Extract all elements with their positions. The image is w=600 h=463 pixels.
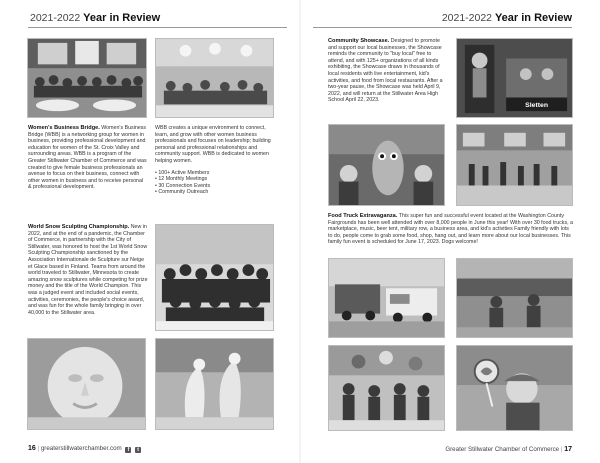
left-page xyxy=(0,0,299,463)
left-page-header xyxy=(30,12,160,24)
photo-kids-balloons xyxy=(328,345,445,431)
community-showcase-body: Designed to promote and support our local businesses, the Showcase reminds the community to "buy local" free to attend, and with 125+ organizations of all kinds exhibiting, the Showcase draws in thousands of local residents with live entertainment, kid's activities, and food from local restaurants. After a two-year pause, the Showcase was held April 9, 2022, and will return at the Stillwater Area High School April 22, 2023. xyxy=(328,38,443,104)
twitter-icon[interactable]: t xyxy=(135,447,141,453)
community-showcase-paragraph xyxy=(328,38,444,104)
facebook-icon[interactable]: f xyxy=(125,447,131,453)
photo-showcase-booth xyxy=(456,38,573,118)
photo-showcase-expo-hall xyxy=(456,124,573,206)
bullet-item: • 30 Connection Events xyxy=(155,182,211,189)
left-header-year: 2021-2022 xyxy=(30,12,81,24)
left-header-title: Year in Review xyxy=(83,12,161,24)
photo-snow-face-sculpture xyxy=(27,338,146,430)
left-header-rule xyxy=(28,27,287,28)
left-footer: 16 | greaterstillwaterchamber.com f t xyxy=(28,445,141,453)
photo-child-lollipop xyxy=(456,345,573,431)
right-header-rule xyxy=(313,27,572,28)
women-business-body2: WBB creates a unique environment to connect, learn, and grow with other women business professionals and focuses on leadership; building personal and professional relationships and community support. WBB is dedicated to women helping women. xyxy=(155,125,271,164)
bullet-item: • 12 Monthly Meetings xyxy=(155,176,208,183)
photo-food-trucks xyxy=(328,258,445,338)
food-truck-body: This super fun and successful event located at the Washington County Fairgrounds has been well attended with over 8,000 people in June this year! With over 30 food trucks, a marketplace, music, beer tent, military row, a business area, and kid's activities Family friendly with lots to do, people come to grab some food, shop, hang out, and learn more about our local businesses. This family fun event is scheduled for June 17, 2023. Dogs welcome! xyxy=(328,213,573,246)
right-header-title: Year in Review xyxy=(494,12,572,24)
bullet-item: • Community Outreach xyxy=(155,189,209,196)
right-page xyxy=(301,0,600,463)
snow-sculpting-paragraph xyxy=(28,224,148,316)
chamber-name: Greater Stillwater Chamber of Commerce xyxy=(445,446,560,453)
women-business-column-2 xyxy=(155,125,273,196)
right-page-number: 17 xyxy=(564,446,572,453)
snow-sculpting-title: World Snow Sculpting Championship. xyxy=(28,224,130,230)
community-showcase-title: Community Showcase. xyxy=(328,38,390,44)
photo-showcase-mascot xyxy=(328,124,445,206)
bullet-item: • 100+ Active Members xyxy=(155,169,210,176)
booth-sign-text: Sletten xyxy=(525,102,549,110)
snow-sculpting-body: New in 2022, and at the end of a pandemic, the Chamber of Commerce, in partnership with the City of Stillwater, was honored to host the 1st World Snow Sculpting Championship sanctioned by the Association Internationale de Sculpture sur Neige et Glace based in Finland. Teams from around the world traveled to Stillwater, Minnesota to create amazing snow sculptures while competing for prize money and the title of the World Champion. This was a judged event and included social events, activities, ceremonies, the people's choice award, and was fun for the whole family bringing in over 40,000 to the Stillwater area. xyxy=(28,224,148,316)
women-business-paragraph xyxy=(28,125,148,191)
right-header-year: 2021-2022 xyxy=(441,12,493,24)
photo-snow-bird-sculpture xyxy=(155,338,274,430)
women-business-bullets xyxy=(155,170,273,196)
photo-military-row xyxy=(456,258,573,338)
women-business-title: Women's Business Bridge. xyxy=(28,125,100,131)
photo-snow-sculptors-group xyxy=(155,224,274,331)
food-truck-paragraph xyxy=(328,213,573,246)
left-page-number: 16 xyxy=(28,445,36,452)
photo-banquet-hall xyxy=(27,38,147,118)
right-page-header xyxy=(442,12,572,24)
chamber-website-link[interactable]: greaterstillwaterchamber.com xyxy=(40,445,122,452)
photo-chandelier-hall xyxy=(155,38,274,118)
women-business-body: Women's Business Bridge (WBB) is a networking group for women in business, providing professional development and education for women of the St. Croix Valley and surrounding areas. WBB is a program of the Greater Stillwater Chamber of Commerce and was created to give female business professionals an avenue to focus on their business, connect with other women in business and to receive personal & professional development. xyxy=(28,125,147,191)
right-footer: Greater Stillwater Chamber of Commerce | 17 xyxy=(445,446,572,453)
food-truck-title: Food Truck Extravaganza. xyxy=(328,213,398,219)
